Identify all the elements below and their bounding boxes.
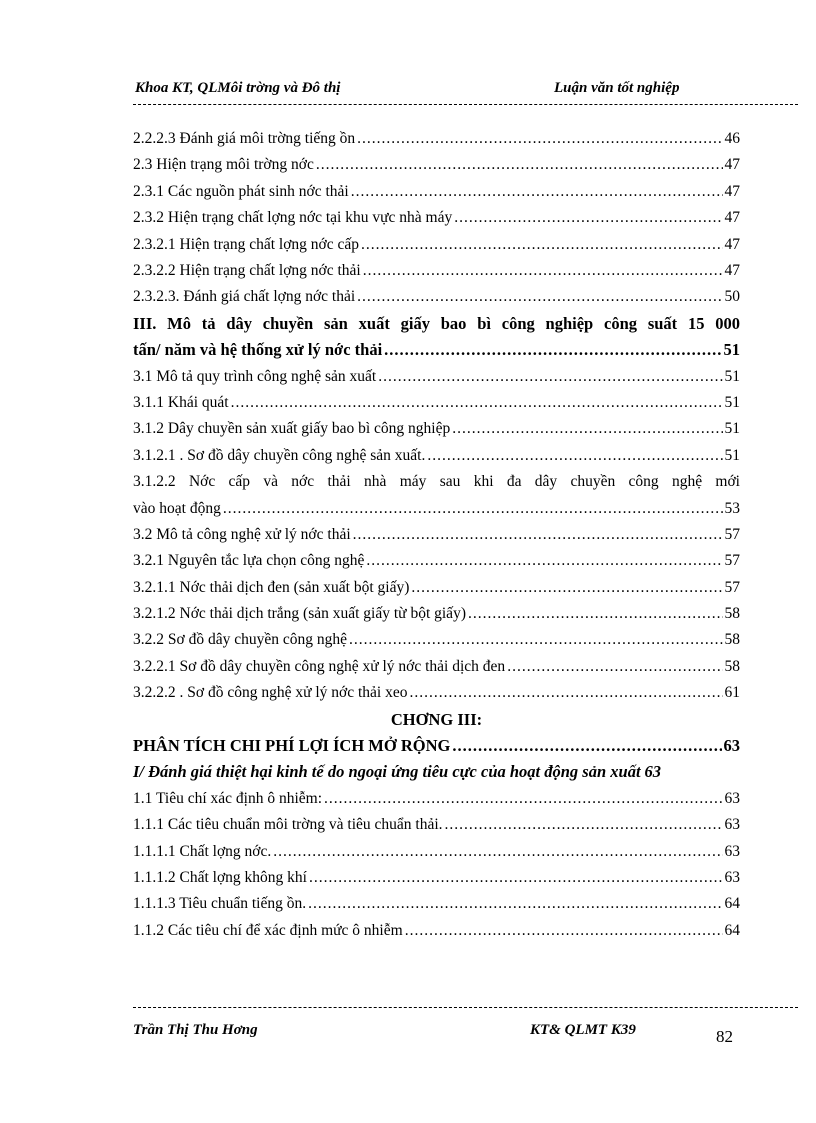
toc-entry-page: 51 — [724, 420, 740, 438]
toc-entry-label: 1.1 Tiêu chí xác định ô nhiễm: — [133, 789, 323, 807]
dot-leader — [427, 443, 722, 469]
dot-leader — [273, 839, 722, 865]
dot-leader — [452, 733, 721, 759]
toc-entry-label: 3.2.1 Nguyên tắc lựa chọn công nghệ — [133, 552, 365, 570]
toc-entry-page: 58 — [724, 605, 740, 623]
toc-entry — [133, 443, 740, 469]
toc-item-3122-line2 — [133, 496, 740, 522]
toc-entry-label: 1.1.1.1 Chất lợng nớc. — [133, 842, 272, 860]
chapter-title: CHƠNG III: — [390, 709, 483, 729]
footer-class: KT& QLMT K39 — [530, 1022, 636, 1038]
dot-leader — [308, 891, 722, 917]
table-of-contents — [133, 126, 740, 944]
dot-leader — [384, 337, 721, 363]
toc-entry — [133, 891, 740, 917]
toc-section-3-page: 51 — [723, 340, 740, 360]
toc-entry — [133, 839, 740, 865]
toc-entry-label: 1.1.1.2 Chất lợng không khí — [133, 868, 307, 886]
toc-group-4 — [133, 786, 740, 944]
toc-entry-label: 1.1.1.3 Tiêu chuẩn tiếng ồn. — [133, 895, 307, 913]
toc-entry-label: 3.2.2 Sơ đồ dây chuyền công nghệ — [133, 631, 347, 649]
toc-section-3 — [133, 311, 740, 364]
toc-entry-label: 2.3 Hiện trạng môi trờng nớc — [133, 156, 314, 174]
toc-entry — [133, 812, 740, 838]
dot-leader — [309, 865, 723, 891]
toc-entry-label: 3.2.1.1 Nớc thải dịch đen (sản xuất bột giấy) — [133, 578, 410, 596]
toc-section-3-label: tấn/ năm và hệ thống xử lý nớc thải — [133, 340, 383, 360]
toc-entry-label: 3.2.2.1 Sơ đồ dây chuyền công nghệ xử lý nớc thải dịch đen — [133, 657, 506, 675]
dot-leader — [445, 812, 723, 838]
toc-entry — [133, 522, 740, 548]
toc-entry-page: 47 — [724, 261, 740, 279]
toc-entry — [133, 548, 740, 574]
toc-entry — [133, 416, 740, 442]
toc-entry — [133, 390, 740, 416]
toc-entry — [133, 627, 740, 653]
toc-entry-label: 2.2.2.3 Đánh giá môi trờng tiếng ồn — [133, 130, 356, 147]
toc-entry — [133, 126, 740, 152]
dot-leader — [223, 496, 723, 522]
toc-group-2 — [133, 364, 740, 470]
toc-entry-page: 47 — [724, 182, 740, 200]
toc-entry-page: 63 — [724, 789, 740, 807]
dot-leader — [452, 416, 722, 442]
toc-entry-page: 47 — [724, 235, 740, 253]
toc-group-1 — [133, 126, 740, 311]
toc-entry — [133, 258, 740, 284]
toc-entry-page: 46 — [724, 130, 740, 147]
dot-leader — [357, 126, 722, 152]
toc-entry-label: 3.1.2 Dây chuyền sản xuất giấy bao bì công nghiệp — [133, 420, 451, 438]
toc-entry-label: 3.2 Mô tả công nghệ xử lý nớc thải — [133, 525, 351, 543]
dot-leader — [231, 390, 723, 416]
toc-entry-page: 50 — [724, 288, 740, 306]
toc-entry — [133, 152, 740, 178]
toc-entry-label: 2.3.2.2 Hiện trạng chất lợng nớc thải — [133, 261, 361, 279]
toc-entry-label: 3.2.2.2 . Sơ đồ công nghệ xử lý nớc thải xeo — [133, 684, 408, 702]
dot-leader — [361, 232, 722, 258]
toc-entry-page: 57 — [724, 578, 740, 596]
chapter-heading-row — [133, 733, 740, 759]
dot-leader — [349, 627, 723, 653]
dot-leader — [454, 205, 722, 231]
toc-entry-label: 3.1.1 Khái quát — [133, 393, 229, 411]
toc-entry-page: 57 — [724, 552, 740, 570]
toc-entry — [133, 284, 740, 310]
toc-entry-page: 51 — [724, 393, 740, 411]
toc-entry-label: 1.1.2 Các tiêu chí để xác định mức ô nhiễm — [133, 921, 403, 939]
toc-entry-page: 47 — [724, 156, 740, 174]
toc-entry — [133, 205, 740, 231]
dot-leader — [316, 152, 723, 178]
toc-entry — [133, 575, 740, 601]
footer-author: Trần Thị Thu Hơng — [133, 1022, 258, 1038]
toc-entry-page: 58 — [724, 631, 740, 649]
dot-leader — [405, 918, 723, 944]
toc-section-3-line1: III. Mô tả dây chuyền sản xuất giấy bao bì công nghiệp công suất 15 000 — [133, 313, 740, 333]
toc-item-3122-label: vào hoạt động — [133, 499, 221, 517]
toc-entry-page: 61 — [724, 684, 740, 702]
footer-divider — [133, 1007, 798, 1008]
toc-entry — [133, 865, 740, 891]
dot-leader — [366, 548, 722, 574]
toc-entry-page: 51 — [724, 367, 740, 385]
dot-leader — [353, 522, 723, 548]
toc-entry-label: 2.3.2.3. Đánh giá chất lợng nớc thải — [133, 288, 356, 306]
toc-entry — [133, 179, 740, 205]
toc-item-3122-page: 53 — [724, 499, 740, 517]
toc-entry-label: 2.3.1 Các nguồn phát sinh nớc thải — [133, 182, 349, 200]
toc-entry-page: 64 — [724, 895, 740, 913]
toc-entry — [133, 601, 740, 627]
toc-entry-page: 63 — [724, 842, 740, 860]
toc-entry — [133, 786, 740, 812]
toc-entry-label: 3.2.1.2 Nớc thải dịch trắng (sản xuất giấy từ bột giấy) — [133, 605, 466, 623]
toc-item-3122 — [133, 469, 740, 522]
chapter-subheading-page: 63 — [644, 762, 662, 782]
header-thesis-label: Luận văn tốt nghiệp — [554, 80, 680, 96]
toc-entry — [133, 680, 740, 706]
chapter-heading: PHÂN TÍCH CHI PHÍ LỢI ÍCH MỞ RỘNG — [133, 736, 451, 756]
dot-leader — [409, 680, 722, 706]
chapter-subheading: I/ Đánh giá thiệt hại kinh tế do ngoại ứng tiêu cực của hoạt động sản xuất — [133, 762, 641, 782]
dot-leader — [363, 258, 723, 284]
toc-entry-label: 3.1 Mô tả quy trình công nghệ sản xuất — [133, 367, 377, 385]
chapter-subheading-row — [133, 759, 740, 785]
dot-leader — [378, 364, 722, 390]
dot-leader — [357, 284, 722, 310]
header-department: Khoa KT, QLMôi trờng và Đô thị — [135, 80, 341, 96]
toc-section-3-line2 — [133, 337, 740, 363]
toc-entry-page: 64 — [724, 921, 740, 939]
header-divider — [133, 104, 798, 105]
toc-entry-page: 58 — [724, 657, 740, 675]
toc-entry-label: 3.1.2.1 . Sơ đồ dây chuyền công nghệ sản xuất. — [133, 446, 426, 464]
toc-entry-page: 57 — [724, 525, 740, 543]
toc-entry-page: 63 — [724, 816, 740, 834]
toc-group-3 — [133, 522, 740, 707]
toc-entry-label: 2.3.2.1 Hiện trạng chất lợng nớc cấp — [133, 235, 360, 253]
toc-entry-page: 63 — [724, 868, 740, 886]
toc-entry-page: 51 — [724, 446, 740, 464]
toc-entry — [133, 232, 740, 258]
dot-leader — [324, 786, 722, 812]
toc-entry — [133, 918, 740, 944]
page-number: 82 — [716, 1027, 733, 1046]
toc-entry — [133, 654, 740, 680]
toc-entry-label: 2.3.2 Hiện trạng chất lợng nớc tại khu vực nhà máy — [133, 209, 453, 227]
chapter-heading-page: 63 — [723, 736, 740, 756]
dot-leader — [351, 179, 723, 205]
dot-leader — [468, 601, 723, 627]
dot-leader — [411, 575, 722, 601]
toc-entry-page: 47 — [724, 209, 740, 227]
toc-item-3122-line1: 3.1.2.2 Nớc cấp và nớc thải nhà máy sau khi đa dây chuyền công nghệ mới — [133, 473, 740, 491]
toc-entry — [133, 364, 740, 390]
dot-leader — [507, 654, 722, 680]
toc-entry-label: 1.1.1 Các tiêu chuẩn môi trờng và tiêu chuẩn thải. — [133, 816, 443, 834]
